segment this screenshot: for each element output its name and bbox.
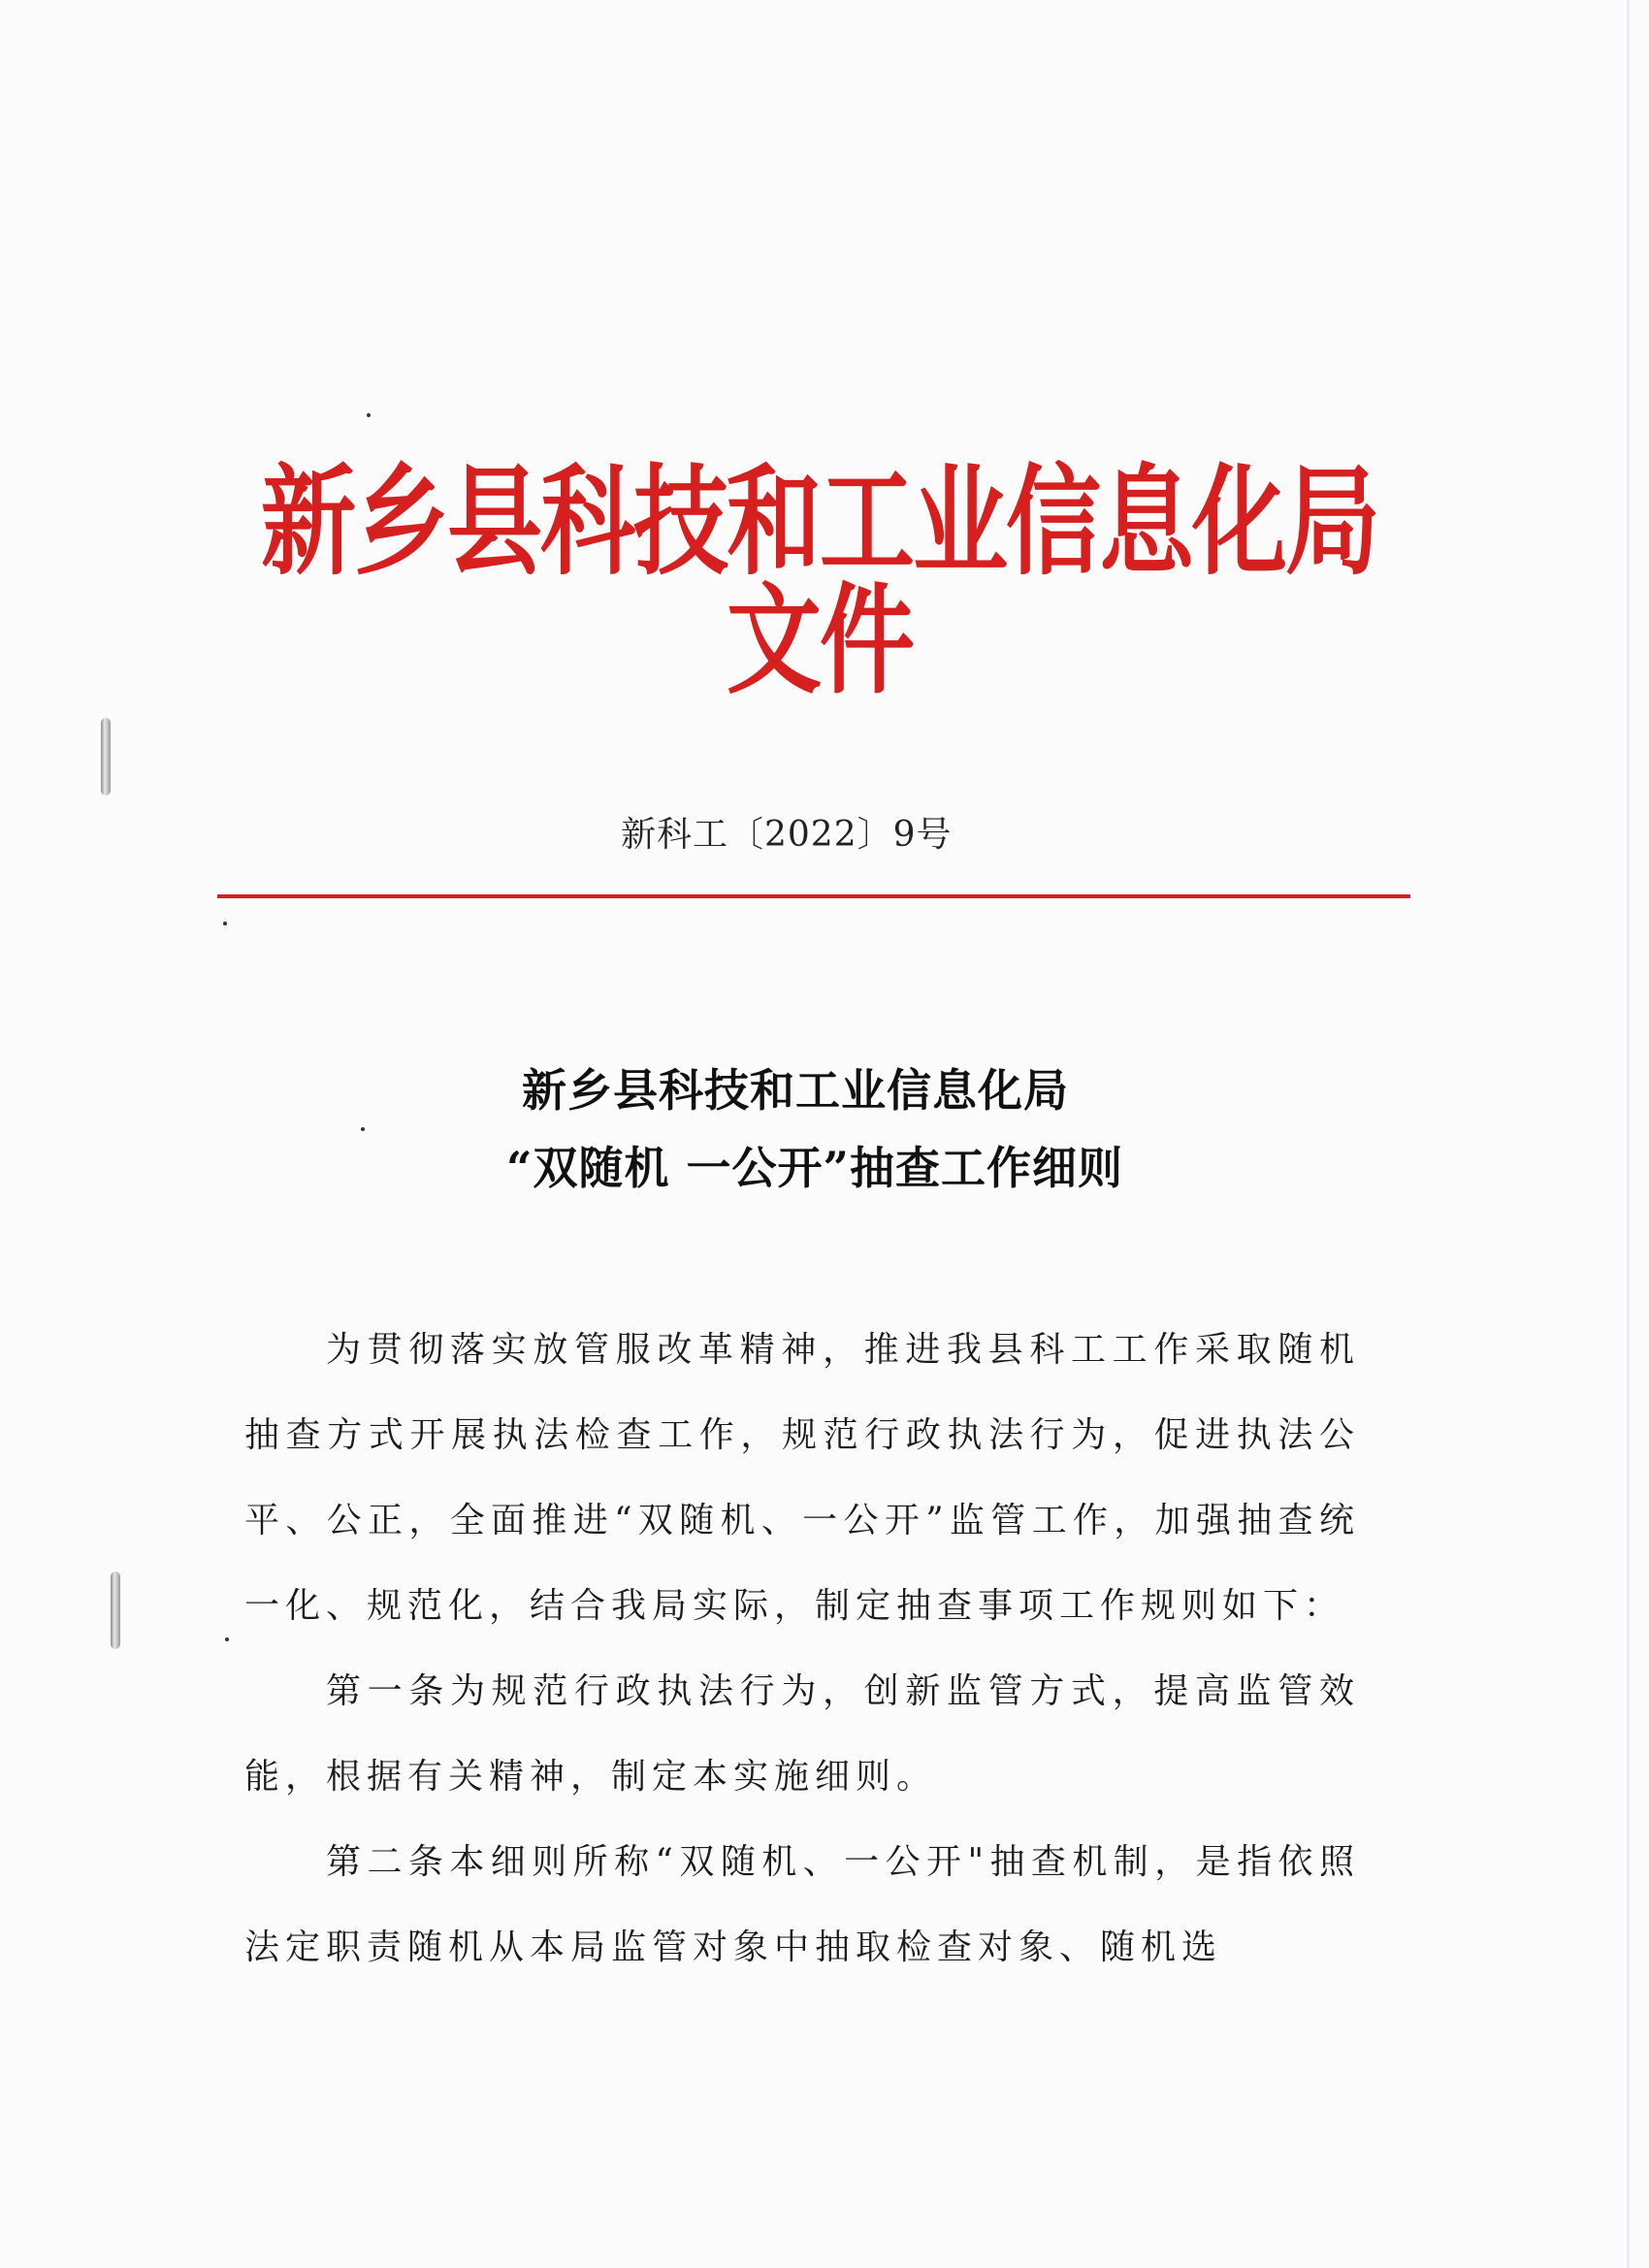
document-number: 新科工〔2022〕9号 (621, 815, 953, 855)
staple-mark (111, 1571, 120, 1649)
issuing-authority-header: 新乡县科技和工业信息化局文件 (260, 454, 1378, 711)
scan-speck (361, 1127, 365, 1131)
document-title-line-2: “双随机 一公开”抽查工作细则 (506, 1142, 1123, 1194)
document-body (244, 1308, 1360, 1991)
scan-speck (223, 922, 227, 925)
body-paragraph: 第一条为规范行政执法行为，创新监管方式，提高监管效能，根据有关精神，制定本实施细则。 (244, 1671, 1360, 1797)
body-paragraph: 为贯彻落实放管服改革精神，推进我县科工工作采取随机抽查方式开展执法检查工作，规范行政执法行为，促进执法公平、公正，全面推进“双随机、一公开”监管工作，加强抽查统一化、规范化，结合我局实际，制定抽查事项工作规则如下： (244, 1330, 1360, 1626)
staple-mark (101, 718, 111, 795)
scan-speck (367, 413, 371, 417)
scan-speck (225, 1637, 229, 1641)
document-title-line-1: 新乡县科技和工业信息化局 (522, 1064, 1069, 1117)
body-paragraph: 第二条本细则所称“双随机、一公开"抽查机制，是指依照法定职责随机从本局监管对象中抽取检查对象、随机选 (244, 1842, 1360, 1967)
red-separator-line (217, 894, 1410, 898)
